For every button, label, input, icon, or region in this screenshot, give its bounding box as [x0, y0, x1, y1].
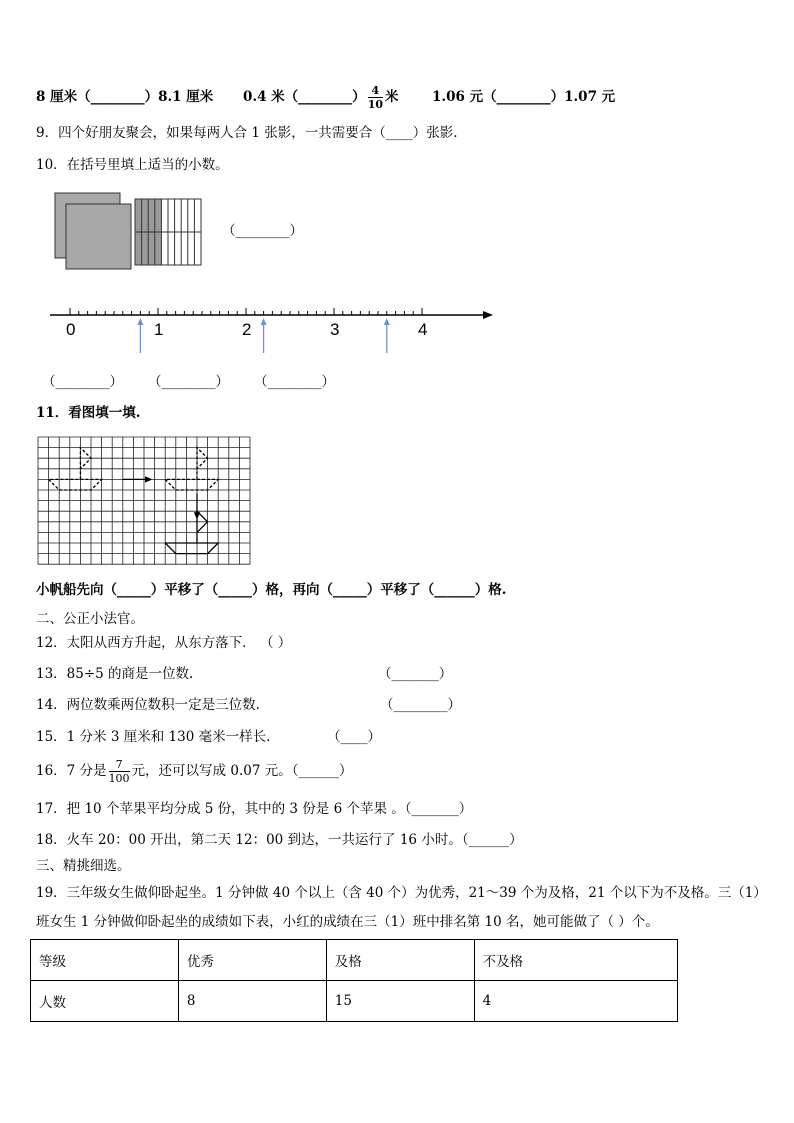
question-13: 13．85÷5 的商是一位数. — [36, 666, 194, 682]
arrow-right-icon — [145, 476, 152, 482]
compare-a: 8 厘米（________）8.1 厘米 — [36, 89, 214, 105]
pointer-arrow-head — [137, 318, 143, 325]
pointer-arrow-head — [261, 318, 267, 325]
square-answer-blank[interactable]: （________） — [222, 223, 303, 239]
question-11-sentence: 小帆船先向（_____）平移了（_____）格，再向（_____）平移了（______）格. — [36, 582, 507, 598]
number-line-blank-1[interactable]: （________） — [42, 374, 123, 390]
table-cell: 优秀 — [178, 940, 326, 981]
compare-b-unit: 米 — [385, 89, 399, 105]
sailboat-translation-grid — [36, 435, 252, 569]
compare-b-left: 0.4 米（________） — [243, 89, 366, 105]
tick-label: 4 — [418, 320, 428, 339]
tick-label: 2 — [242, 320, 252, 339]
boat-moved-down-hull — [165, 543, 218, 554]
fraction-4-10: $\frac{4}{10}$ — [367, 84, 383, 111]
boat-moved-right-sail — [197, 448, 208, 480]
question-19-line-1: 19．三年级女生做仰卧起坐。1 分钟做 40 个以上（含 40 个）为优秀，21～39 个为及格，21 个以下为不及格。三（1） — [36, 885, 767, 901]
question-19-line-2: 班女生 1 分钟做仰卧起坐的成绩如下表，小红的成绩在三（1）班中排名第 10 名，她可能做了（ ）个。 — [36, 914, 659, 930]
fraction-7-100: $\frac{7}{100}$ — [108, 758, 130, 785]
decimal-squares-figure — [50, 188, 210, 278]
question-17: 17．把 10 个苹果平均分成 5 份，其中的 3 份是 6 个苹果 。（_______） — [36, 801, 473, 817]
boat-original-hull — [49, 479, 102, 490]
table-cell: 8 — [178, 981, 326, 1022]
number-line-blank-2[interactable]: （________） — [148, 374, 229, 390]
arrowhead-icon — [483, 311, 493, 319]
tick-label: 3 — [330, 320, 340, 339]
table-cell: 4 — [474, 981, 677, 1022]
question-18: 18．火车 20：00 开出，第二天 12：00 到达，一共运行了 16 小时。（______） — [36, 832, 523, 848]
compare-b — [243, 80, 399, 114]
question-10-title: 10．在括号里填上适当的小数。 — [36, 157, 229, 173]
question-14-blank[interactable]: （________） — [380, 697, 461, 713]
question-14: 14．两位数乘两位数积一定是三位数. — [36, 697, 260, 713]
compare-c: 1.06 元（________）1.07 元 — [432, 89, 616, 105]
number-line — [45, 302, 505, 362]
question-15-blank[interactable]: （____） — [327, 729, 381, 745]
section-3-heading: 三、精挑细选。 — [36, 858, 131, 874]
grade-table — [30, 939, 678, 1022]
question-15: 15．1 分米 3 厘米和 130 毫米一样长. — [36, 729, 271, 745]
question-13-blank[interactable]: （_______） — [378, 666, 453, 682]
boat-moved-down-sail — [197, 511, 208, 543]
table-header-row — [31, 940, 678, 981]
tick-label: 0 — [66, 320, 76, 339]
arrow-down-icon — [194, 512, 200, 519]
table-cell: 等级 — [31, 940, 179, 981]
table-cell: 15 — [326, 981, 474, 1022]
number-line-blank-3[interactable]: （________） — [254, 374, 335, 390]
section-2-heading: 二、公正小法官。 — [36, 611, 144, 627]
question-16: 16．7 分是 $\frac{7}{100}$ 元，还可以写成 0.07 元。（______） — [36, 758, 353, 785]
boat-original-sail — [80, 448, 91, 480]
question-11-title: 11．看图填一填. — [36, 405, 141, 421]
question-9: 9．四个好朋友聚会，如果每两人合 1 张影，一共需要合（____）张影. — [36, 125, 458, 141]
pointer-arrow-head — [384, 318, 390, 325]
table-cell: 人数 — [31, 981, 179, 1022]
table-cell: 及格 — [326, 940, 474, 981]
boat-moved-right-hull — [165, 479, 218, 490]
table-cell: 不及格 — [474, 940, 677, 981]
tick-label: 1 — [154, 320, 164, 339]
table-row — [31, 981, 678, 1022]
question-12: 12．太阳从西方升起，从东方落下． （ ） — [36, 635, 292, 651]
